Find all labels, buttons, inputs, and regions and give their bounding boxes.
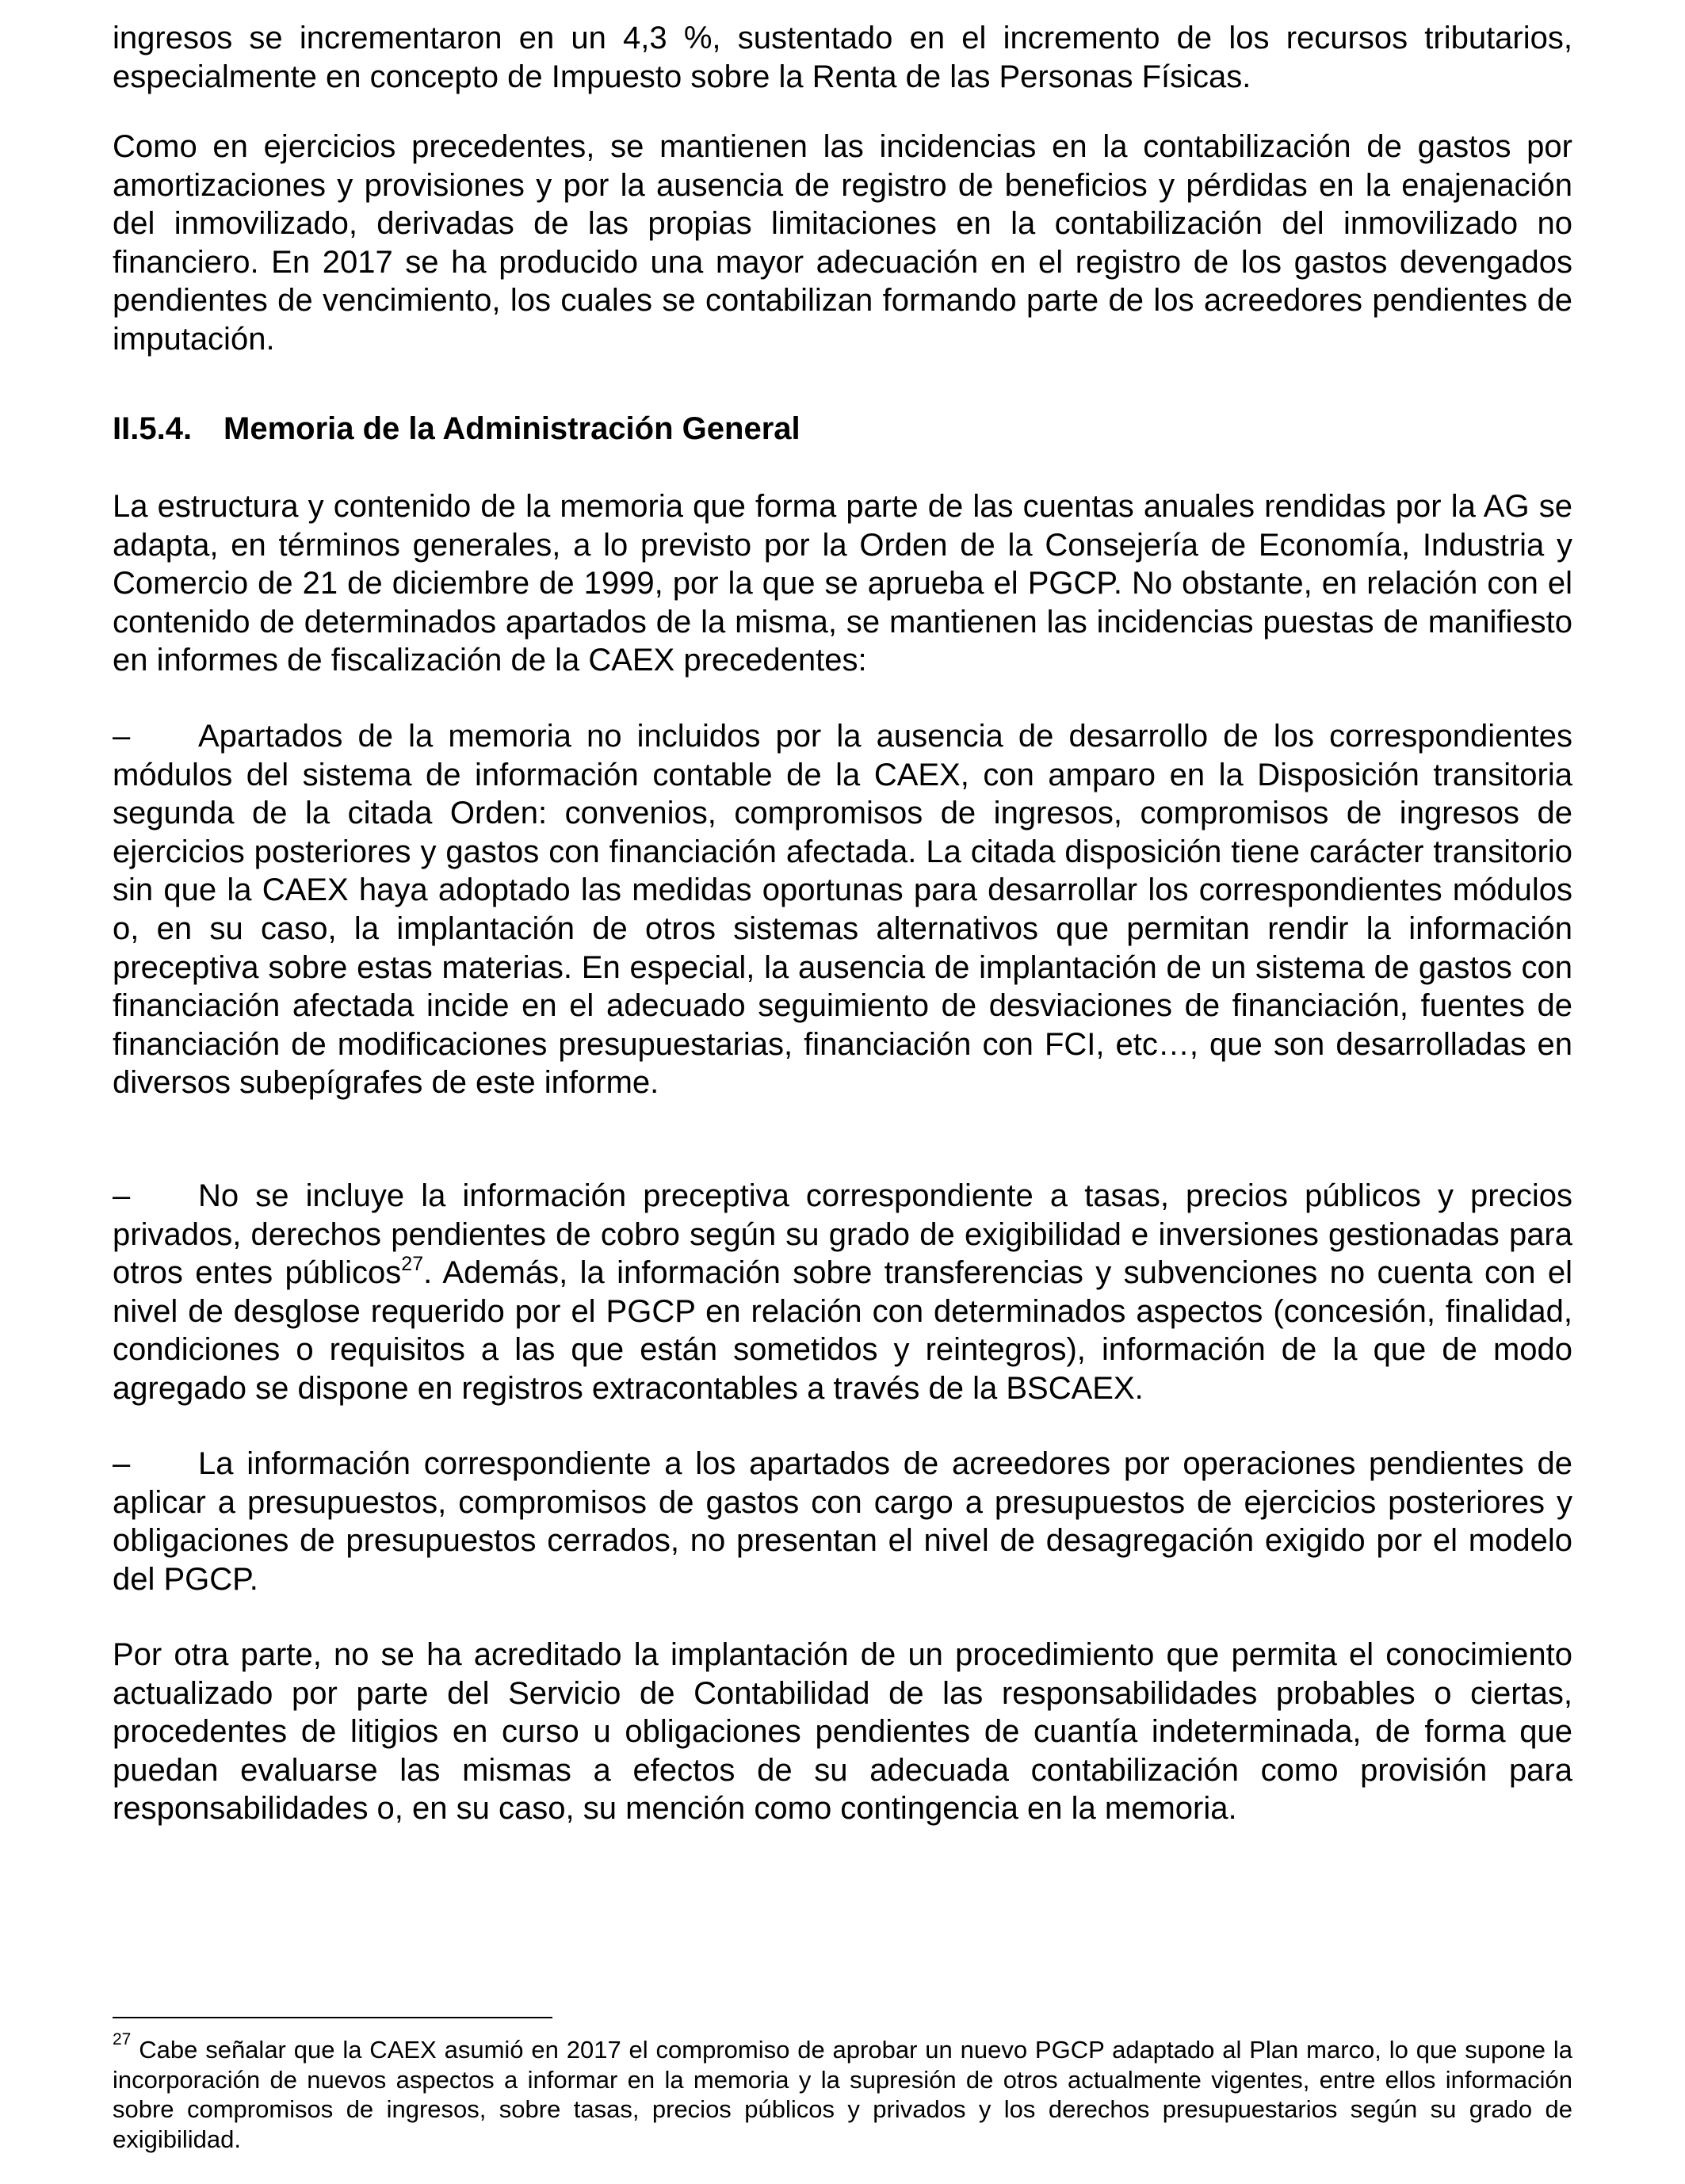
paragraph-incidencias: Como en ejercicios precedentes, se mantienen las incidencias en la contabilización de gastos por amortizaciones y provisiones y por la ausencia de registro de beneficios y pérdidas en la enajenación del inmovilizado, derivadas de las propias limitaciones en la contabilización del inmovilizado no financiero. En 2017 se ha producido una mayor adecuación en el registro de los gastos devengados pendientes de vencimiento, los cuales se contabilizan formando parte de los acreedores pendientes de imputación. <box>113 129 1572 357</box>
footnote <box>113 2029 1572 2154</box>
bullet-text-before-ref: No se incluye la información preceptiva correspondiente a tasas, precios públicos y precios privados, derechos pendientes de cobro según su grado de exigibilidad e inversiones gestionadas para otros entes públicos <box>113 1178 1572 1291</box>
section-heading <box>113 410 1572 449</box>
bullet-dash: – <box>113 1178 131 1213</box>
bullet-item-acreedores <box>113 1445 1572 1598</box>
paragraph-ingresos: ingresos se incrementaron en un 4,3 %, sustentado en el incremento de los recursos tributarios, especialmente en concepto de Impuesto sobre la Renta de las Personas Físicas. <box>113 21 1572 94</box>
bullet-dash: – <box>113 719 131 754</box>
bullet-text: Apartados de la memoria no incluidos por la ausencia de desarrollo de los correspondientes módulos del sistema de información contable de la CAEX, con amparo en la Disposición transitoria segunda de la citada Orden: convenios, compromisos de ingresos, compromisos de ingresos de ejercicios posteriores y gastos con financiación afectada. La citada disposición tiene carácter transitorio sin que la CAEX haya adoptado las medidas oportunas para desarrollar los correspondientes módulos o, en su caso, la implantación de otros sistemas alternativos que permitan rendir la información preceptiva sobre estas materias. En especial, la ausencia de implantación de un sistema de gastos con financiación afectada incide en el adecuado seguimiento de desviaciones de financiación, fuentes de financiación de modificaciones presupuestarias, financiación con FCI, etc…, que son desarrolladas en diversos subepígrafes de este informe. <box>113 719 1572 1101</box>
paragraph-responsabilidades: Por otra parte, no se ha acreditado la implantación de un procedimiento que permita el conocimiento actualizado por parte del Servicio de Contabilidad de las responsabilidades probables o ciertas, procedentes de litigios en curso u obligaciones pendientes de cuantía indeterminada, de forma que puedan evaluarse las mismas a efectos de su adecuada contabilización como provisión para responsabilidades o, en su caso, su mención como contingencia en la memoria. <box>113 1637 1572 1827</box>
bullet-item-apartados <box>113 717 1572 1102</box>
footnote-text: Cabe señalar que la CAEX asumió en 2017 el compromiso de aprobar un nuevo PGCP adaptado al Plan marco, lo que supone la incorporación de nuevos aspectos a informar en la memoria y la supresión de otros actualmente vigentes, entre ellos información sobre compromisos de ingresos, sobre tasas, precios públicos y privados y los derechos presupuestarios según su grado de exigibilidad. <box>113 2036 1572 2153</box>
footnote-number: 27 <box>113 2029 132 2048</box>
footnote-reference[interactable]: 27 <box>401 1252 424 1275</box>
paragraph-memoria-intro: La estructura y contenido de la memoria que forma parte de las cuentas anuales rendidas por la AG se adapta, en términos generales, a lo previsto por la Orden de la Consejería de Economía, Industria y Comercio de 21 de diciembre de 1999, por la que se aprueba el PGCP. No obstante, en relación con el contenido de determinados apartados de la misma, se mantienen las incidencias puestas de manifiesto en informes de fiscalización de la CAEX precedentes: <box>113 489 1572 678</box>
bullet-item-informacion-preceptiva <box>113 1177 1572 1408</box>
section-number: II.5.4. <box>113 411 193 446</box>
bullet-dash: – <box>113 1446 131 1481</box>
footnote-separator <box>113 2017 552 2018</box>
bullet-text-after-ref: . Además, la información sobre transferencias y subvenciones no cuenta con el nivel de desglose requerido por el PGCP en relación con determinados aspectos (concesión, finalidad, condiciones o requisitos a las que están sometidos y reintegros), información de la que de modo agregado se dispone en registros extracontables a través de la BSCAEX. <box>113 1255 1572 1406</box>
bullet-text: La información correspondiente a los apartados de acreedores por operaciones pendientes de aplicar a presupuestos, compromisos de gastos con cargo a presupuestos de ejercicios posteriores y obligaciones de presupuestos cerrados, no presentan el nivel de desagregación exigido por el modelo del PGCP. <box>113 1446 1572 1597</box>
section-title: Memoria de la Administración General <box>224 411 800 446</box>
